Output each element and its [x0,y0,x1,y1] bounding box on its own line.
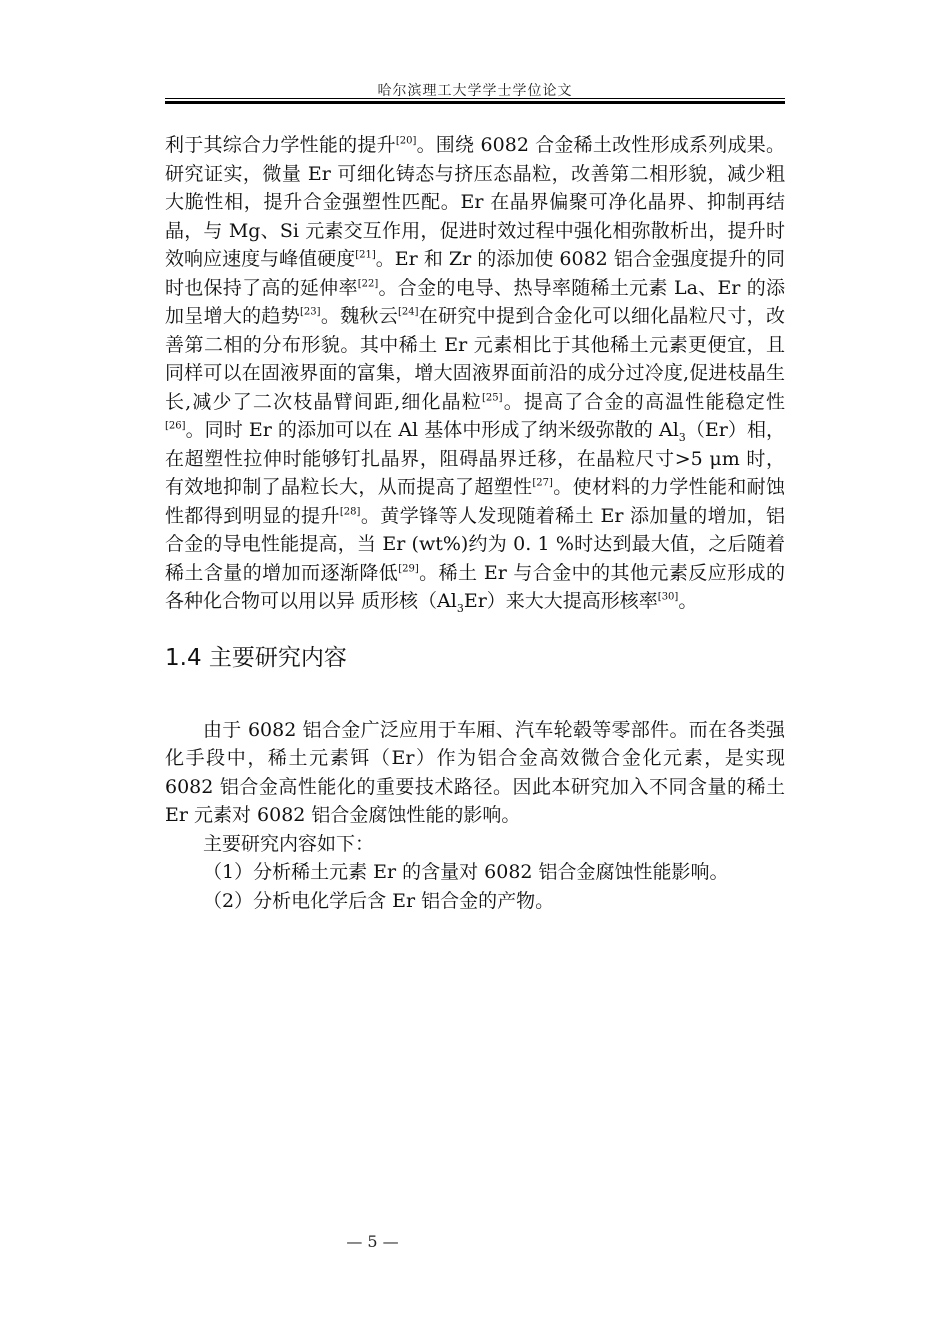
citation-ref: [27] [532,477,553,489]
text-run: 利于其综合力学性能的提升 [165,134,396,156]
citation-ref: [28] [339,506,361,518]
text-run: 在研究中提到合金化可以细化晶粒尺寸，改善第二相的分布形貌。其中稀土 Er 元素相比于其他稀土元素更便宜，且同样可以在固液界面的富集，增大固液界面前沿的成分过冷度,促进枝晶生长,减少了二次枝晶臂间距,细化晶粒 [165,305,785,413]
text-run: 。提高了合金的高温性能稳定性 [502,390,785,413]
citation-ref: [23] [300,306,321,318]
list-item: （2）分析电化学后含 Er 铝合金的产物。 [203,889,555,912]
body-paragraph-3: 主要研究内容如下： [203,832,375,855]
section-heading: 1.4 主要研究内容 [165,644,347,671]
citation-ref: [30] [657,591,679,603]
body-paragraph-2: 由于 6082 铝合金广泛应用于车厢、汽车轮毂等零部件。而在各类强化手段中，稀土元素铒（Er）作为铝合金高效微合金化元素，是实现 6082 铝合金高性能化的重要技术路径。因此本研究加入不同含量的稀土 Er 元素对 6082 铝合金腐蚀性能的影响。 [165,718,785,826]
text-run: 。 [678,590,698,612]
page-header: 哈尔滨理工大学学士学位论文 [377,83,573,99]
text-run: 。魏秋云 [320,305,398,327]
citation-ref: [22] [357,278,379,290]
page-number: — 5 — [346,1232,399,1251]
text-run: Er）来大大提高形核率 [463,590,658,612]
header-rule-thick [165,101,785,104]
citation-ref: [29] [398,563,419,575]
citation-ref: [25] [482,392,503,404]
text-run: 。使材料的力学性能和耐蚀性都得到明显的提升 [165,476,785,527]
citation-ref: [26] [165,420,186,432]
text-run: 。稀土 Er 与合金中的其他元素反应形成的各种化合物可以用以异 质形核（Al [165,561,785,612]
citation-ref: [20] [395,135,417,147]
list-item: （1）分析稀土元素 Er 的含量对 6082 铝合金腐蚀性能影响。 [203,861,729,883]
text-run: 。Er 和 Zr 的添加使 6082 铝合金强度提升的同时也保持了高的延伸率 [165,248,785,299]
text-run: 。黄学锋等人发现随着稀土 Er 添加量的增加，铝合金的导电性能提高，当 Er (wt%)约为 0. 1 %时达到最大值，之后随着稀土含量的增加而逐渐降低 [165,504,785,584]
body-paragraph-1 [165,131,785,616]
subscript: 3 [456,601,464,615]
citation-ref: [21] [355,249,376,261]
citation-ref: [24] [397,306,419,318]
subscript: 3 [678,430,686,444]
text-run: 。合金的电导、热导率随稀土元素 La、Er 的添加呈增大的趋势 [165,276,785,327]
text-run: （Er）相，在超塑性拉伸时能够钉扎晶界，阻碍晶界迁移，在晶粒尺寸>5 μm 时，有效地抑制了晶粒长大，从而提高了超塑性 [165,419,786,498]
text-run: 。围绕 6082 合金稀土改性形成系列成果。研究证实，微量 Er 可细化铸态与挤压态晶粒，改善第二相形貌，减少粗大脆性相，提升合金强塑性匹配。Er 在晶界偏聚可净化晶界、抑制再结晶，与 Mg、Si 元素交互作用，促进时效过程中强化相弥散析出，提升时效响应速度与峰值硬度 [165,134,785,270]
text-run: 。同时 Er 的添加可以在 Al 基体中形成了纳米级弥散的 Al [185,419,679,441]
page-body [165,131,785,915]
header-rule-thin [165,98,785,99]
